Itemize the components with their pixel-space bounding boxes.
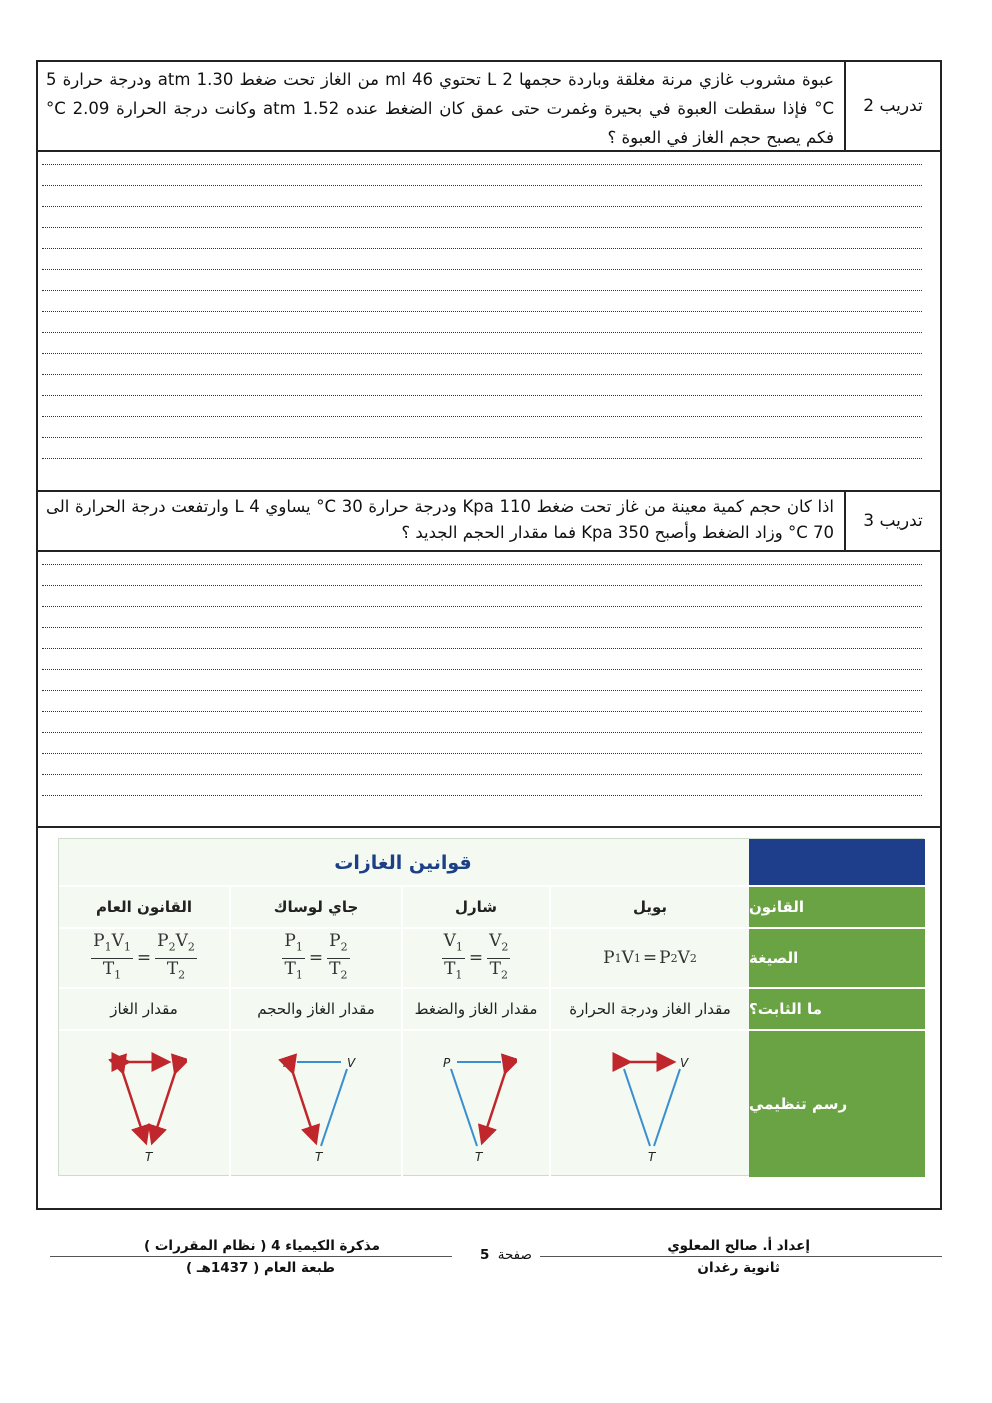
label-t: T xyxy=(315,1150,323,1164)
formula-gay-lussac: $\frac{P_1}{T_1}$ = $\frac{P_2}{T_2}$ xyxy=(284,931,348,981)
label-t: T xyxy=(475,1150,483,1164)
footer-author: إعداد أ. صالح المعلوي xyxy=(667,1238,810,1254)
footer-rule xyxy=(540,1256,942,1257)
answer-line xyxy=(42,290,922,291)
constant-boyle: مقدار الغاز ودرجة الحرارة xyxy=(569,1000,731,1018)
answer-line xyxy=(42,774,922,775)
answer-line xyxy=(42,437,922,438)
page-number: 5 xyxy=(480,1247,490,1263)
answer-line xyxy=(42,690,922,691)
row-header-diagram: رسم تنظيمي xyxy=(749,1095,848,1113)
label-p: P xyxy=(616,1056,624,1070)
answer-line xyxy=(42,395,922,396)
formula-combined: $\frac{P_1V_1}{T_1}$ = $\frac{P_2V_2}{T_2}$ xyxy=(93,931,195,981)
answer-line xyxy=(42,795,922,796)
answer-line xyxy=(42,627,922,628)
answer-line xyxy=(42,269,922,270)
diagram-gay-lussac xyxy=(277,1043,357,1168)
row-header-formula: الصيغة xyxy=(749,949,799,967)
page-footer xyxy=(0,1230,992,1290)
answer-line xyxy=(42,332,922,333)
label-v: V xyxy=(680,1056,689,1070)
formula-charles: $\frac{V_1}{T_1}$ = $\frac{V_2}{T_2}$ xyxy=(443,931,509,981)
footer-edition: طبعة العام ( 1437هـ ) xyxy=(186,1260,336,1276)
label-v: V xyxy=(347,1056,356,1070)
answer-line xyxy=(42,711,922,712)
answer-line xyxy=(42,648,922,649)
exercise-2-text: عبوة مشروب غازي مرنة مغلقة وباردة حجمها 2 L تحتوي 46 ml من الغاز تحت ضغط 1.30 atm ودرجة حرارة 5 C° فإذا سقطت العبوة في بحيرة وغمرت حتى عمق كان الضغط عنده 1.52 atm وكانت درجة الحرارة 2.09 C° فكم يصبح حجم الغاز في العبوة ؟ xyxy=(46,70,835,147)
exercise-3-text: اذا كان حجم كمية معينة من غاز تحت ضغط 110 Kpa ودرجة حرارة 30 C° يساوي 4 L وارتفعت درجة الحرارة الى 70 C° وزاد الضغط وأصبح 350 Kpa فما مقدار الحجم الجديد ؟ xyxy=(46,497,834,542)
page-label: صفحة xyxy=(497,1247,532,1263)
label-p: P xyxy=(283,1056,291,1070)
footer-page xyxy=(480,1247,532,1263)
answer-area-3[interactable] xyxy=(38,552,940,828)
answer-area-2[interactable] xyxy=(38,152,940,492)
answer-line xyxy=(42,206,922,207)
answer-line xyxy=(42,416,922,417)
law-name-combined: القانون العام xyxy=(95,898,193,916)
footer-course: مذكرة الكيمياء 4 ( نظام المقررات ) xyxy=(144,1238,380,1254)
exercise-2-row xyxy=(38,62,940,152)
answer-line xyxy=(42,227,922,228)
answer-line xyxy=(42,353,922,354)
gas-laws-title: قوانين الغازات xyxy=(334,852,472,874)
title-bar-accent xyxy=(749,839,925,887)
answer-line xyxy=(42,585,922,586)
footer-rule xyxy=(50,1256,452,1257)
answer-line xyxy=(42,185,922,186)
formula-boyle: P 1 V 1 = P 2 V 2 xyxy=(603,948,697,968)
answer-line xyxy=(42,458,922,459)
row-header-constant: ما الثابت؟ xyxy=(749,1000,822,1018)
footer-school: ثانوية رغدان xyxy=(697,1260,780,1276)
law-name-gay-lussac: جاي لوساك xyxy=(273,898,359,916)
diagram-combined xyxy=(107,1043,187,1168)
answer-line xyxy=(42,164,922,165)
constant-gay-lussac: مقدار الغاز والحجم xyxy=(257,1000,375,1018)
answer-line xyxy=(42,753,922,754)
answer-line xyxy=(42,374,922,375)
gas-laws-table xyxy=(58,838,924,1176)
answer-line xyxy=(42,606,922,607)
diagram-charles xyxy=(437,1043,517,1168)
diagram-boyle xyxy=(610,1043,690,1168)
law-name-charles: شارل xyxy=(454,898,498,916)
answer-line xyxy=(42,669,922,670)
law-name-boyle: بويل xyxy=(632,898,668,916)
answer-line xyxy=(42,732,922,733)
answer-line xyxy=(42,564,922,565)
label-v: V xyxy=(507,1056,516,1070)
exercise-3-label: تدريب 3 xyxy=(844,492,940,550)
constant-charles: مقدار الغاز والضغط xyxy=(414,1000,538,1018)
constant-combined: مقدار الغاز xyxy=(110,1000,178,1018)
label-v: V xyxy=(177,1056,186,1070)
label-t: T xyxy=(145,1150,153,1164)
label-p: P xyxy=(443,1056,451,1070)
exercise-3-row xyxy=(38,492,940,552)
answer-line xyxy=(42,311,922,312)
exercise-2-label: تدريب 2 xyxy=(844,62,940,150)
row-header-law: القانون xyxy=(749,898,805,916)
answer-line xyxy=(42,248,922,249)
label-p: P xyxy=(113,1056,121,1070)
label-t: T xyxy=(648,1150,656,1164)
